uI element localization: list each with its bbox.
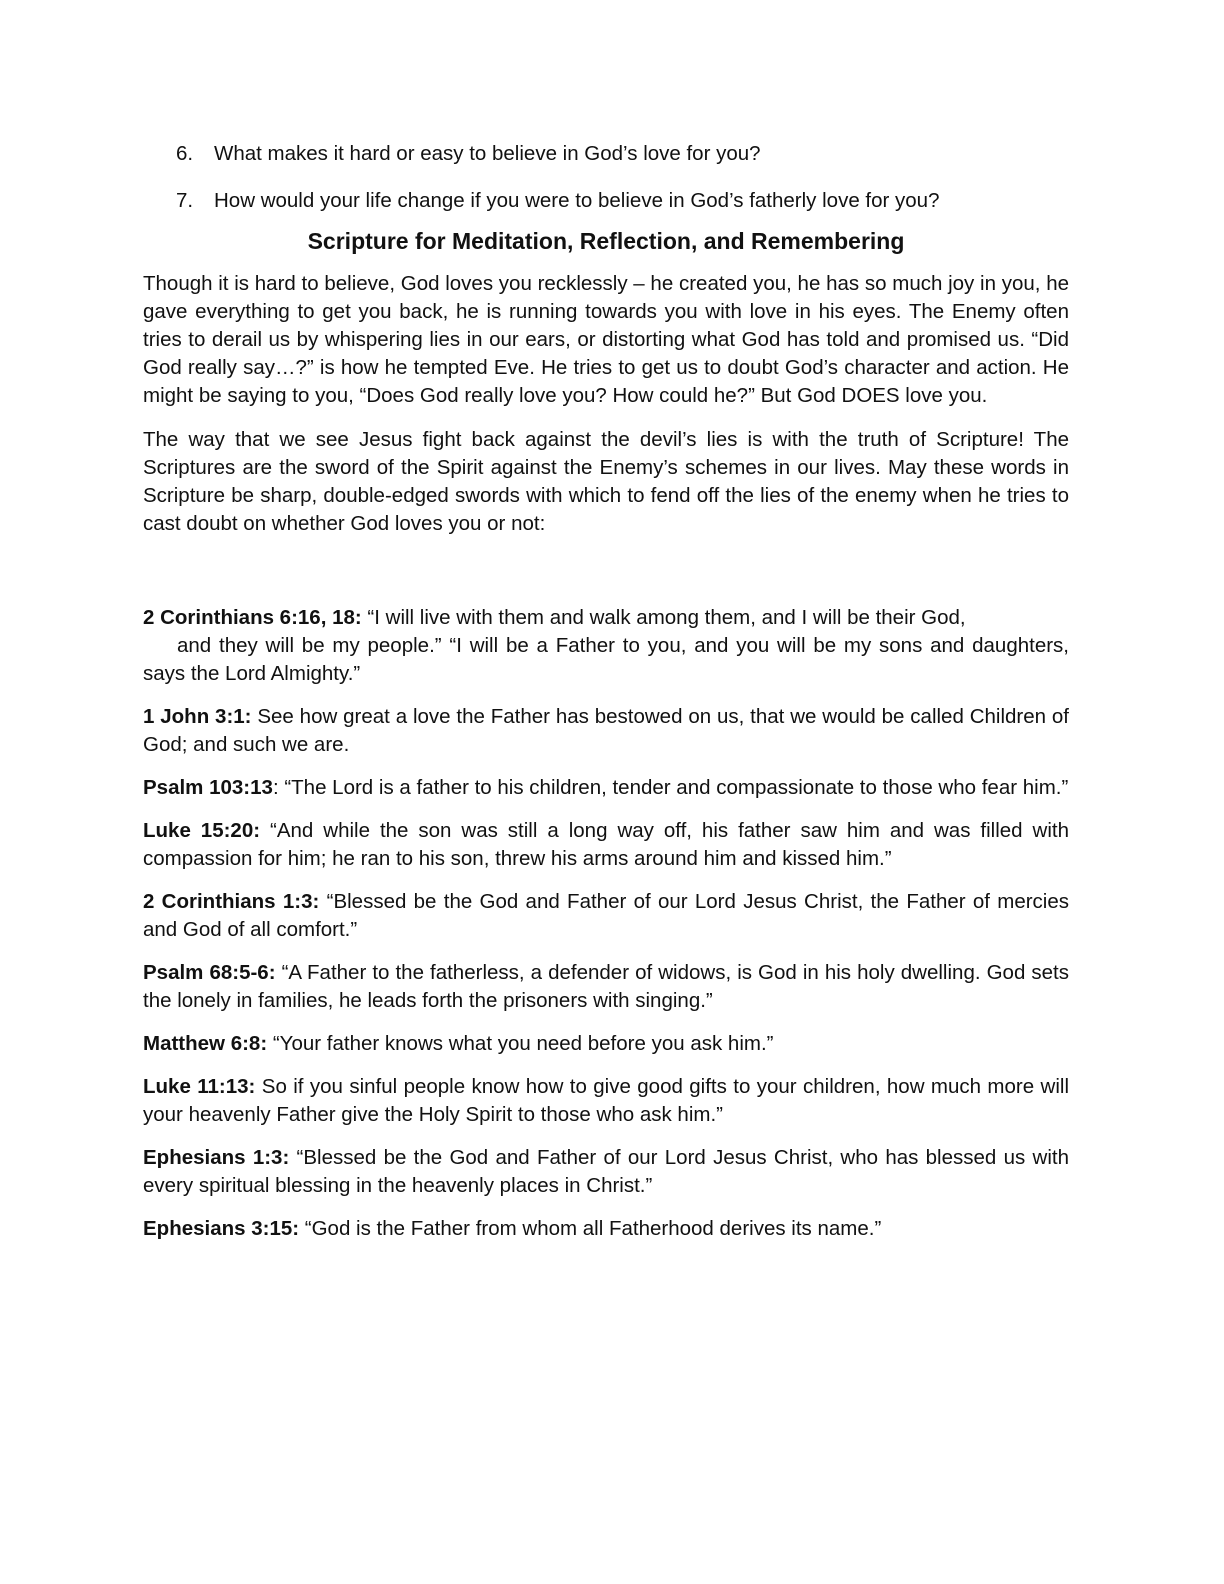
verse-text: “And while the son was still a long way off, his father saw him and was filled with compassion for him; he ran to his son, threw his arms around him and kissed him.” bbox=[143, 819, 1069, 870]
verse-reference: Ephesians 1:3: bbox=[143, 1146, 290, 1169]
verse-item bbox=[143, 703, 1069, 759]
intro-paragraph: Though it is hard to believe, God loves you recklessly – he created you, he has so much joy in you, he gave everything to get you back, he is running towards you with love in his eyes. The Enemy often tries to derail us by whispering lies in our ears, or distorting what God has told and promised us. “Did God really say…?” is how he tempted Eve. He tries to get us to doubt God’s character and action. He might be saying to you, “Does God really love you? How could he?” But God DOES love you. bbox=[143, 272, 1069, 407]
verse-text: “I will live with them and walk among them, and I will be their God, bbox=[361, 606, 966, 629]
verse-item bbox=[143, 774, 1069, 802]
document-page bbox=[143, 140, 1069, 1258]
question-text: What makes it hard or easy to believe in God’s love for you? bbox=[214, 142, 761, 165]
question-text: How would your life change if you were to believe in God’s fatherly love for you? bbox=[214, 189, 940, 212]
question-number: 7. bbox=[176, 189, 194, 212]
verse-text: “Blessed be the God and Father of our Lord Jesus Christ, who has blessed us with every spiritual blessing in the heavenly places in Christ.” bbox=[143, 1146, 1069, 1197]
verse-item bbox=[143, 959, 1069, 1015]
verse-reference: 2 Corinthians 6:16, 18: bbox=[143, 606, 362, 629]
verse-text: See how great a love the Father has bestowed on us, that we would be called Children of God; and such we are. bbox=[143, 705, 1069, 756]
intro-paragraph: The way that we see Jesus fight back against the devil’s lies is with the truth of Scripture! The Scriptures are the sword of the Spirit against the Enemy’s schemes in our lives. May these words in Scripture be sharp, double-edged swords with which to fend off the lies of the enemy when he tries to cast doubt on whether God loves you or not: bbox=[143, 428, 1069, 535]
section-title: Scripture for Meditation, Reflection, and Remembering bbox=[307, 228, 905, 254]
verse-reference: Luke 11:13: bbox=[143, 1075, 256, 1098]
verse-reference: Ephesians 3:15: bbox=[143, 1217, 300, 1240]
verse-item bbox=[143, 1144, 1069, 1200]
verse-text: : “The Lord is a father to his children, tender and compassionate to those who fear him.” bbox=[272, 776, 1069, 799]
verse-reference: Matthew 6:8: bbox=[143, 1032, 268, 1055]
verse-text: “A Father to the fatherless, a defender of widows, is God in his holy dwelling. God sets the lonely in families, he leads forth the prisoners with singing.” bbox=[143, 961, 1069, 1012]
verse-item bbox=[143, 604, 1069, 688]
spacer bbox=[143, 554, 1069, 604]
verse-item bbox=[143, 1030, 1069, 1058]
question-number: 6. bbox=[176, 142, 194, 165]
verse-reference: Luke 15:20: bbox=[143, 819, 261, 842]
verse-item bbox=[143, 1073, 1069, 1129]
verse-text: “God is the Father from whom all Fatherhood derives its name.” bbox=[299, 1217, 882, 1240]
verse-text: “Your father knows what you need before you ask him.” bbox=[267, 1032, 774, 1055]
verse-item bbox=[143, 817, 1069, 873]
verse-reference: 2 Corinthians 1:3: bbox=[143, 890, 320, 913]
question-item bbox=[143, 187, 1069, 215]
verse-reference: Psalm 103:13 bbox=[143, 776, 273, 799]
verse-reference: 1 John 3:1: bbox=[143, 705, 252, 728]
question-item bbox=[143, 140, 1069, 168]
verse-item bbox=[143, 888, 1069, 944]
verse-text: “Blessed be the God and Father of our Lord Jesus Christ, the Father of mercies and God of all comfort.” bbox=[143, 890, 1070, 941]
verse-item bbox=[143, 1215, 1069, 1243]
question-list bbox=[143, 140, 1069, 215]
verse-reference: Psalm 68:5-6: bbox=[143, 961, 276, 984]
verse-text: and they will be my people.” “I will be a Father to you, and you will be my sons and daughters, says the Lord Almighty.” bbox=[143, 634, 1069, 685]
verse-text: So if you sinful people know how to give good gifts to your children, how much more will your heavenly Father give the Holy Spirit to those who ask him.” bbox=[143, 1075, 1069, 1126]
